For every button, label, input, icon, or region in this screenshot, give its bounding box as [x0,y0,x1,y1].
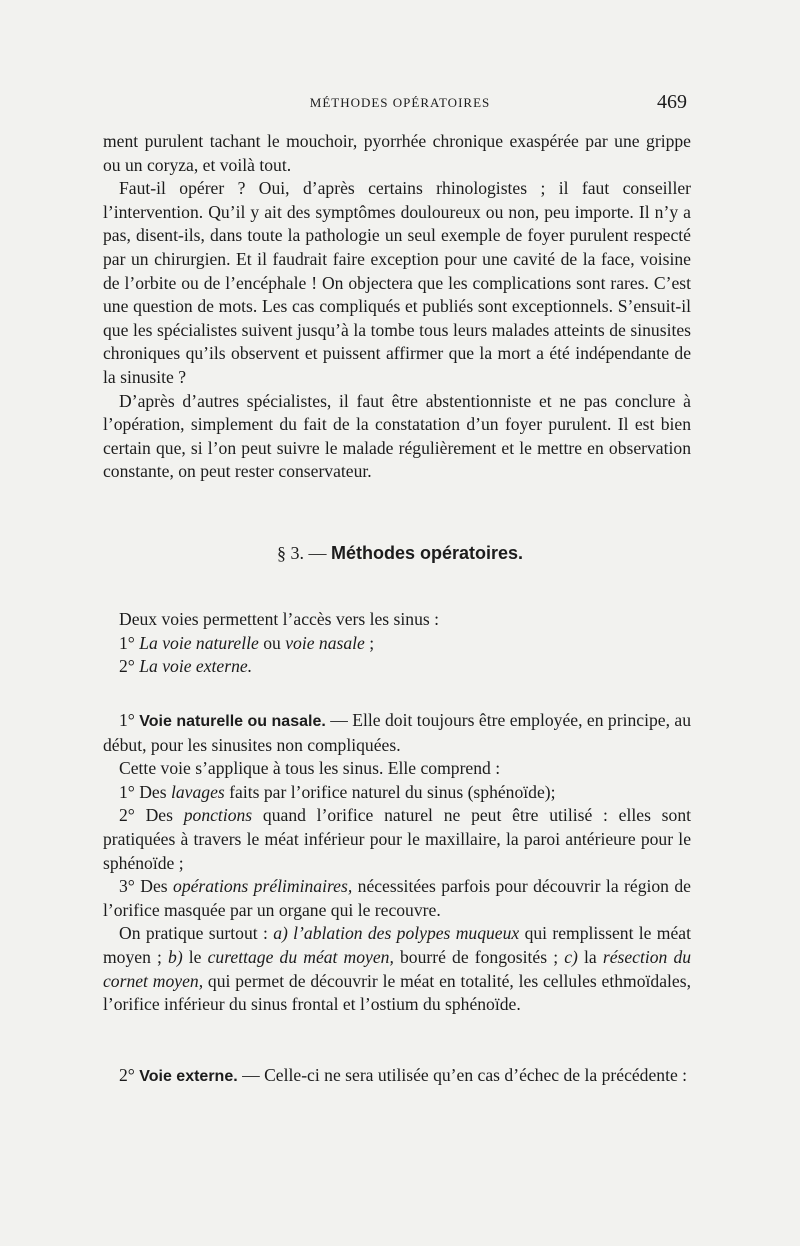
item-text: ou [263,632,281,653]
section-title: Méthodes opératoires. [330,543,524,563]
item-emphasis: curettage du méat moyen, [207,946,394,967]
voie-naturelle-section [103,709,691,1017]
item-emphasis: lavages [171,781,225,802]
item-text: voie nasale [285,632,365,653]
item-text: quand l’orifice naturel ne peut être utilisé : elles sont pratiquées à travers le méat inférieur pour le maxillaire, la paroi antérieure pour le sphénoïde ; [103,805,692,873]
item-text: faits par l’orifice naturel du sinus (sphénoïde); [229,781,556,802]
heading-number: 2° [119,1065,135,1085]
paragraph-text: — Celle-ci ne sera utilisée qu’en cas d’échec de la précédente : [242,1065,688,1085]
item-number: 1° [119,632,135,653]
list-item [103,655,691,679]
section-number: § 3. — [276,543,327,563]
page-number: 469 [657,91,687,113]
item-number: 2° Des [119,805,173,826]
voie-externe-section [103,1064,691,1089]
item-text: La voie naturelle [139,632,259,653]
list-item [103,632,691,656]
paragraph: ment purulent tachant le mouchoir, pyorrhée chronique exaspérée par une grippe ou un coryza, et voilà tout. [103,131,691,175]
item-emphasis: ponctions [183,805,253,826]
list-item [103,804,691,875]
subheading: Voie externe. [139,1068,238,1085]
subheading: Voie naturelle ou nasale. [139,713,326,730]
item-number: 3° Des [119,876,168,897]
routes-list [103,608,691,679]
list-item [103,781,691,805]
intro-text [103,130,691,484]
paragraph-text: le [188,946,202,967]
paragraph [103,1064,691,1089]
item-letter: a) [273,923,288,944]
section-heading [0,543,800,564]
item-emphasis: résection du cornet moyen, [103,946,692,991]
paragraph: D’après d’autres spécialistes, il faut être abstentionniste et ne pas conclure à l’opération, simplement du fait de la constatation d’un foyer purulent. Il est bien certain que, si l’on peut suivre le malade régulièrement et le mettre en observation constante, on peut rester conservateur. [103,390,691,482]
list-item [103,875,691,922]
item-letter: b) [168,946,183,967]
item-text: La voie externe. [139,656,253,677]
paragraph: Faut-il opérer ? Oui, d’après certains rhinologistes ; il faut conseiller l’intervention. Qu’il y ait des symptômes douloureux ou non, peu importe. Il n’y a pas, disent-ils, dans toute la pathologie un seul exemple de foyer purulent respecté par un chirurgien. Et il faudrait faire exception pour une cavité de la face, voisine de l’orbite ou de l’encéphale ! On objectera que les complications sont rares. C’est une question de mots. Les cas compliqués et publiés sont exceptionnels. S’ensuit-il que les spécialistes suivent jusqu’à la tombe tous leurs malades atteints de sinusites chroniques qu’ils observent et puissent affirmer que la mort a été indépendante de la sinusite ? [103,178,691,387]
paragraph-text: qui remplissent le méat moyen ; [103,923,691,967]
heading-number: 1° [119,710,135,730]
item-text: ; [369,632,375,653]
item-number: 1° Des [119,781,167,802]
paragraph-text: — Elle doit toujours être employée, en principe, au début, pour les sinusites non compliquées. [103,710,692,755]
item-number: 2° [119,656,135,677]
item-emphasis: opérations préliminaires, [173,876,353,897]
paragraph: Cette voie s’applique à tous les sinus. Elle comprend : [119,758,501,779]
running-title: MÉTHODES OPÉRATOIRES [309,95,491,110]
item-text: nécessitées parfois pour découvrir la région de l’orifice masquée par un organe qui le recouvre. [103,876,691,920]
paragraph [103,709,691,757]
paragraph-text: On pratique surtout : [119,923,268,944]
paragraph-text: bourré de fongosités ; [400,946,559,967]
paragraph [103,922,691,1016]
running-head [0,91,800,121]
paragraph-text: la [584,946,597,967]
item-emphasis: l’ablation des polypes muqueux [293,923,520,944]
item-letter: c) [564,946,578,967]
list-intro: Deux voies permettent l’accès vers les sinus : [119,609,440,629]
paragraph-text: qui permet de découvrir le méat en totalité, les cellules ethmoïdales, l’orifice inférieur du sinus frontal et l’ostium du sphénoïde. [103,970,691,1015]
